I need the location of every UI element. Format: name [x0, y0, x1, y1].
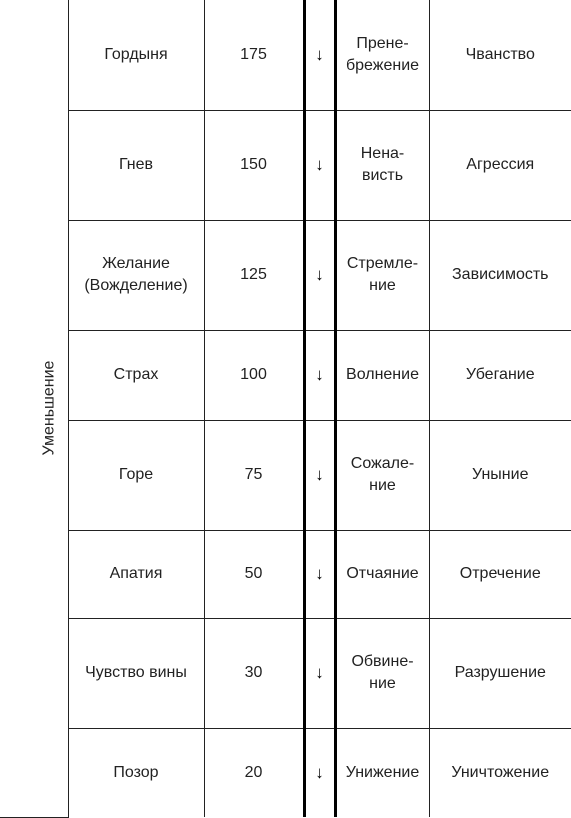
- arrow-glyph: ↓: [315, 44, 324, 64]
- arrow-glyph: ↓: [315, 265, 324, 284]
- emotion-cell: [335, 618, 429, 728]
- level-name: Гнев: [68, 110, 204, 220]
- emotion-text: Отчаяние: [346, 565, 419, 582]
- level-name: Горе: [68, 420, 204, 530]
- level-name: Гордыня: [68, 0, 204, 110]
- level-value: 30: [204, 618, 304, 728]
- table-row: [0, 420, 571, 530]
- table-row: [0, 110, 571, 220]
- emotion-text: Нена-: [360, 145, 405, 162]
- result-cell: Агрессия: [429, 110, 571, 220]
- result-cell: Уныние: [429, 420, 571, 530]
- result-cell: Отречение: [429, 530, 571, 618]
- emotion-text: Сожале-: [350, 455, 415, 472]
- arrow-down-icon: [304, 728, 335, 817]
- emotion-cell: [335, 728, 429, 817]
- table-row: [0, 530, 571, 618]
- level-value: 20: [204, 728, 304, 817]
- level-value: 175: [204, 0, 304, 110]
- arrow-down-icon: [304, 110, 335, 220]
- arrow-glyph: ↓: [315, 762, 324, 782]
- emotion-text: Обвине-: [351, 653, 414, 670]
- emotion-cell: [335, 530, 429, 618]
- table-row: [0, 618, 571, 728]
- emotion-cell: [335, 330, 429, 420]
- level-value: 100: [204, 330, 304, 420]
- result-cell: Разрушение: [429, 618, 571, 728]
- arrow-down-icon: [304, 618, 335, 728]
- emotion-text: брежение: [345, 56, 420, 74]
- arrow-glyph: ↓: [315, 663, 324, 682]
- arrow-down-icon: [304, 420, 335, 530]
- table-row: [0, 330, 571, 420]
- arrow-down-icon: [304, 330, 335, 420]
- level-value: 150: [204, 110, 304, 220]
- result-cell: Убегание: [429, 330, 571, 420]
- emotion-text: Прене-: [356, 34, 409, 52]
- side-label-cell: [0, 0, 68, 817]
- arrow-glyph: ↓: [315, 365, 324, 384]
- emotion-text: Унижение: [345, 763, 420, 781]
- table-row: [0, 0, 571, 110]
- arrow-glyph: ↓: [315, 465, 324, 484]
- result-cell: Уничтожение: [429, 728, 571, 817]
- level-name: Апатия: [68, 530, 204, 618]
- arrow-down-icon: [304, 530, 335, 618]
- emotion-text: Стремле-: [346, 255, 419, 272]
- emotion-cell: [335, 110, 429, 220]
- emotion-cell: [335, 0, 429, 110]
- arrow-down-icon: [304, 220, 335, 330]
- level-value: 50: [204, 530, 304, 618]
- level-value: 75: [204, 420, 304, 530]
- emotion-text: ние: [369, 477, 396, 494]
- level-name: Страх: [68, 330, 204, 420]
- level-name: Чувство вины: [68, 618, 204, 728]
- side-label: Уменьшение: [40, 360, 58, 456]
- level-value: 125: [204, 220, 304, 330]
- emotion-text: ние: [369, 277, 396, 294]
- arrow-down-icon: [304, 0, 335, 110]
- arrow-glyph: ↓: [315, 155, 324, 174]
- emotion-text: висть: [361, 167, 404, 184]
- emotion-cell: [335, 420, 429, 530]
- level-name: Желание (Вожделение): [68, 220, 204, 330]
- emotion-text: ние: [369, 675, 396, 692]
- arrow-glyph: ↓: [315, 564, 324, 583]
- emotion-cell: [335, 220, 429, 330]
- emotion-text: Волнение: [346, 366, 419, 383]
- result-cell: Чванство: [429, 0, 571, 110]
- level-name: Позор: [68, 728, 204, 817]
- table-row: [0, 220, 571, 330]
- result-cell: Зависимость: [429, 220, 571, 330]
- table-row: [0, 728, 571, 817]
